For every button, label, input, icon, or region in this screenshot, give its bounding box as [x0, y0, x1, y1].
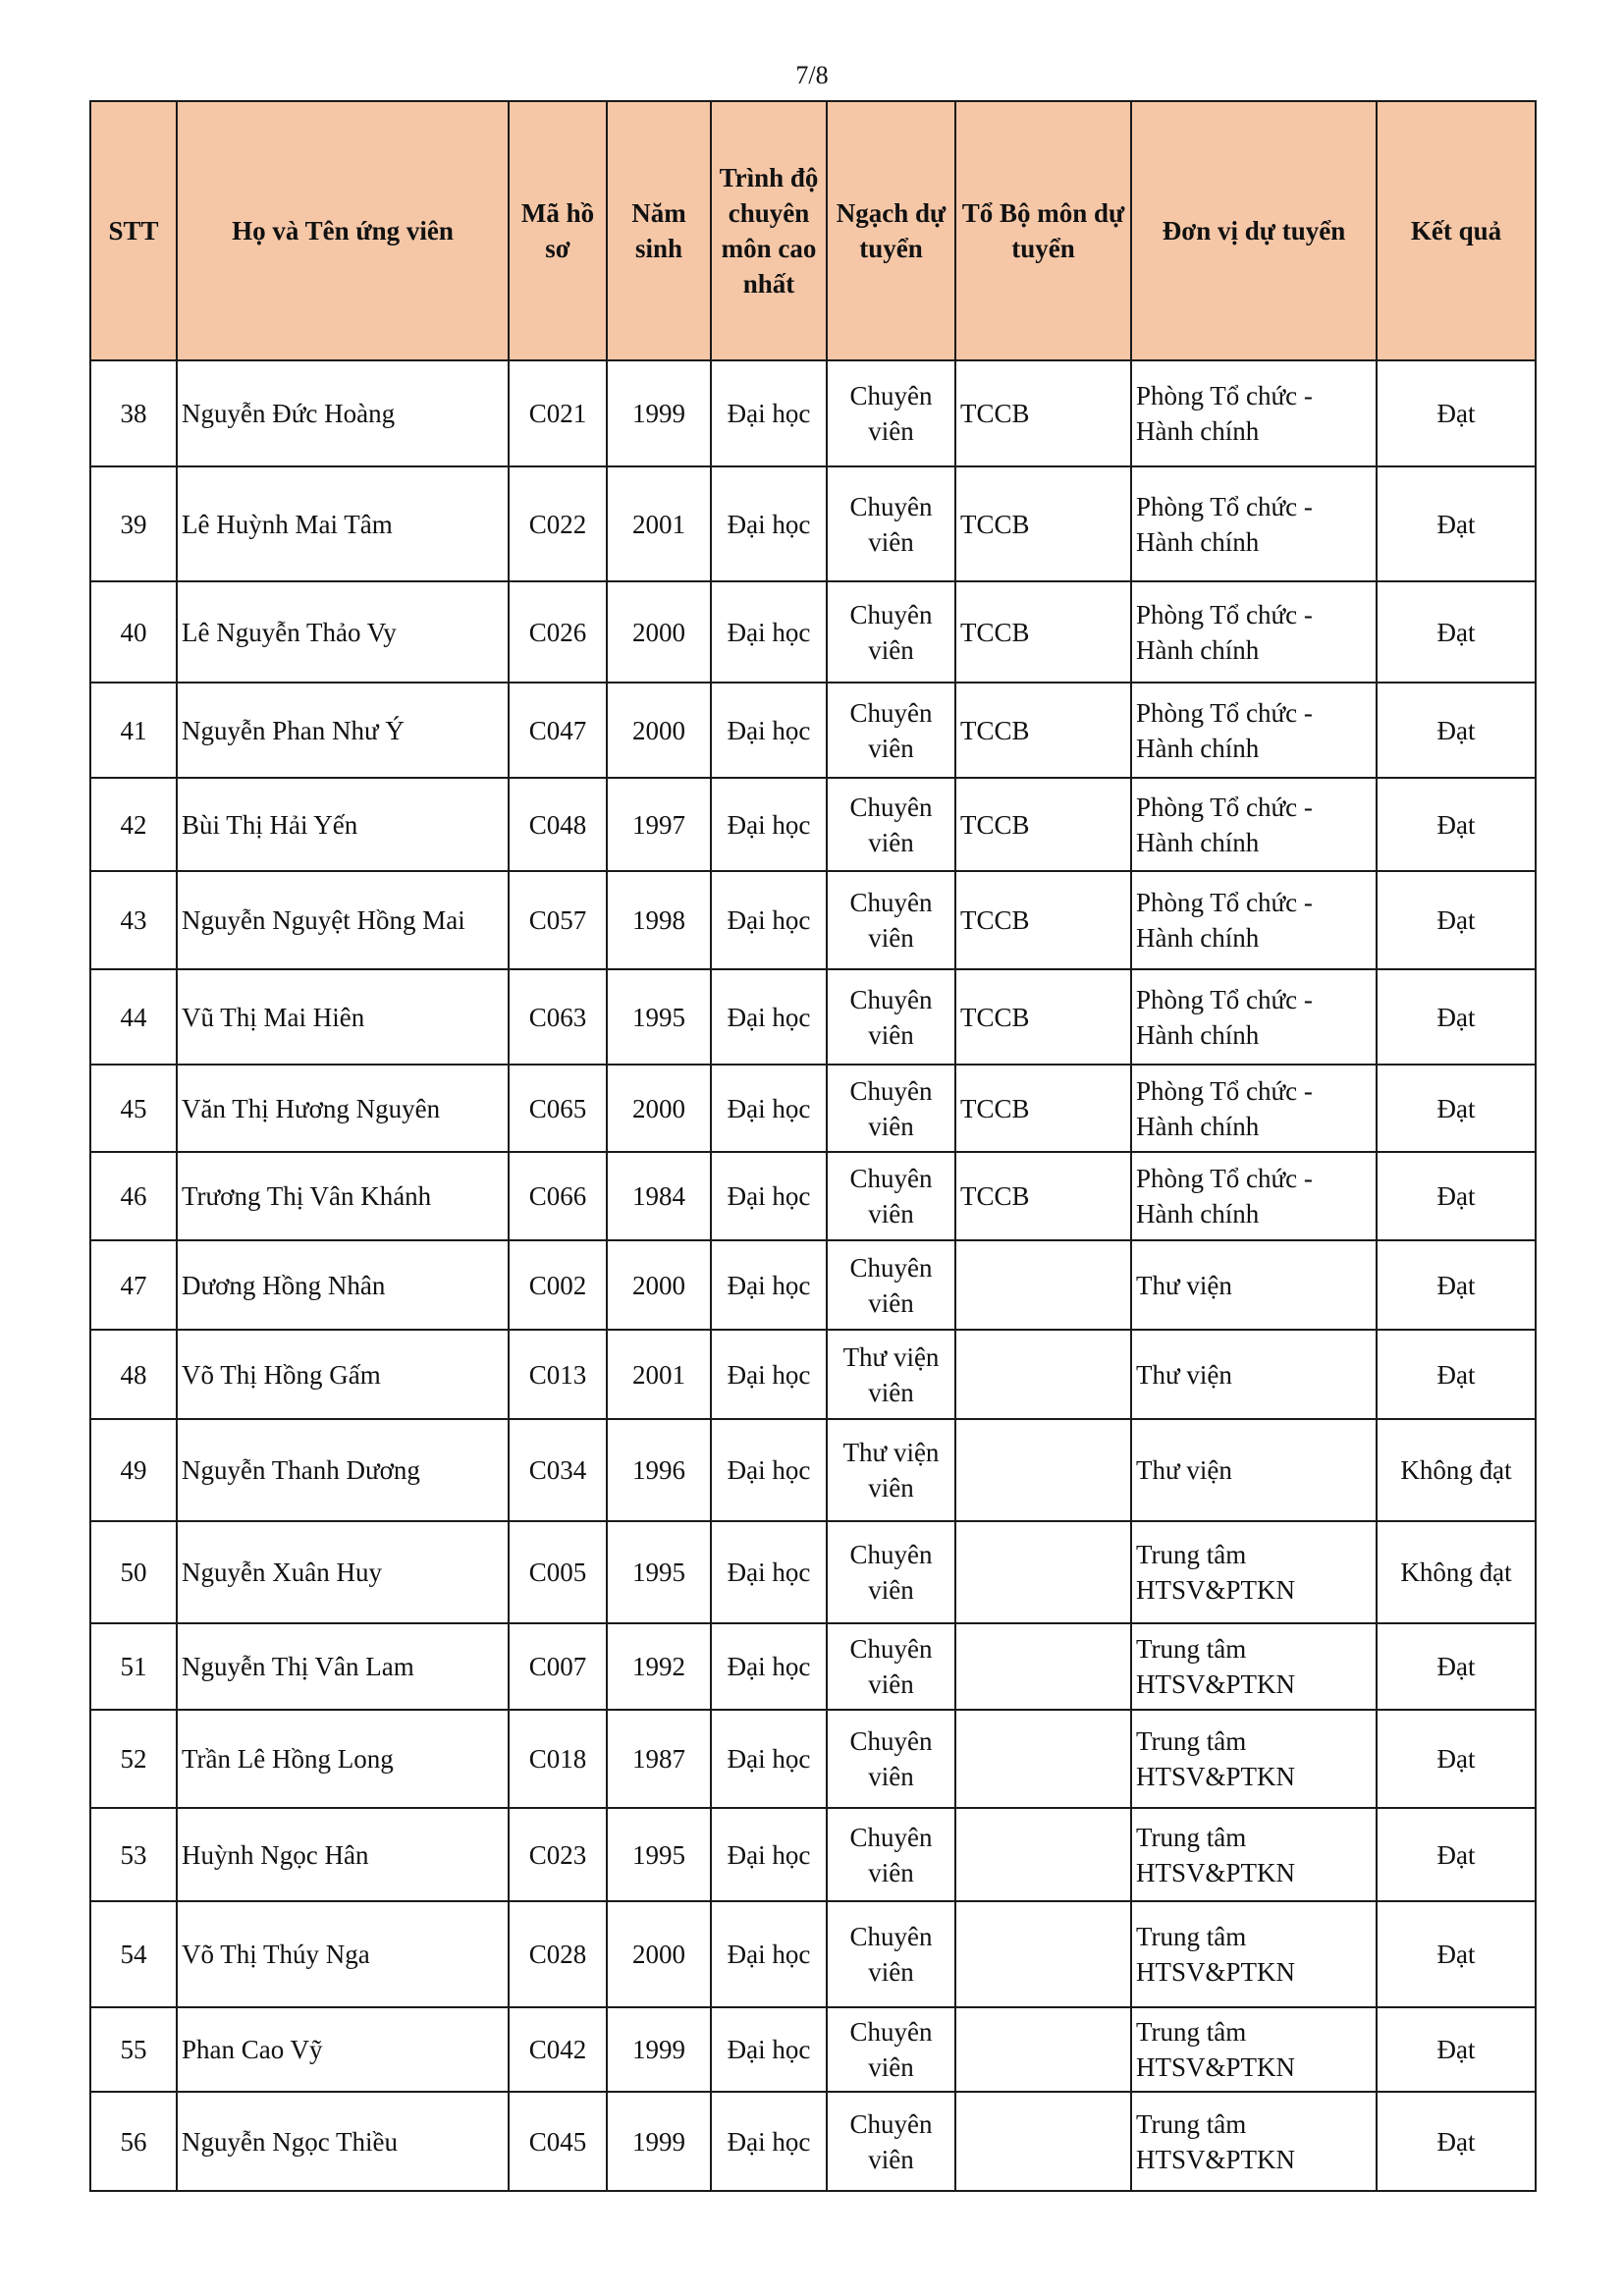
- cell-name: Bùi Thị Hải Yến: [177, 778, 509, 871]
- cell-grade-line: viên: [868, 1199, 914, 1229]
- cell-grade-line: Chuyên: [849, 1540, 933, 1569]
- cell-year: 1995: [607, 1808, 711, 1901]
- cell-result: Đạt: [1377, 683, 1536, 778]
- cell-level: Đại học: [711, 969, 827, 1065]
- cell-grade: [827, 360, 955, 466]
- cell-grade-line: viên: [868, 416, 914, 446]
- cell-dept: [955, 2007, 1131, 2092]
- cell-unit: [1131, 778, 1377, 871]
- cell-unit-line: Trung tâm: [1136, 1634, 1247, 1664]
- table-row: [90, 1330, 1536, 1419]
- cell-result: Không đạt: [1377, 1521, 1536, 1623]
- cell-unit: [1131, 871, 1377, 969]
- table-row: [90, 360, 1536, 466]
- cell-grade: [827, 1065, 955, 1152]
- cell-unit-line: Hành chính: [1136, 1199, 1260, 1229]
- cell-year: 1999: [607, 360, 711, 466]
- cell-result: Đạt: [1377, 1710, 1536, 1808]
- cell-grade: [827, 2007, 955, 2092]
- cell-code: C057: [509, 871, 607, 969]
- cell-unit-line: Phòng Tổ chức -: [1136, 599, 1313, 629]
- cell-grade-line: Chuyên: [849, 888, 933, 917]
- cell-unit-line: Phòng Tổ chức -: [1136, 792, 1313, 822]
- cell-code: C048: [509, 778, 607, 871]
- cell-level: Đại học: [711, 1419, 827, 1521]
- cell-grade-line: Chuyên: [849, 491, 933, 521]
- cell-dept: TCCB: [955, 581, 1131, 683]
- cell-unit: [1131, 1065, 1377, 1152]
- cell-level: Đại học: [711, 1808, 827, 1901]
- cell-unit: [1131, 1710, 1377, 1808]
- cell-grade-line: viên: [868, 634, 914, 665]
- cell-unit-line: Phòng Tổ chức -: [1136, 491, 1313, 521]
- cell-grade-line: Chuyên: [849, 984, 933, 1014]
- cell-unit-line: HTSV&PTKN: [1136, 1957, 1296, 1987]
- cell-dept: TCCB: [955, 683, 1131, 778]
- cell-unit-line: Hành chính: [1136, 416, 1260, 446]
- cell-unit-line: Hành chính: [1136, 1111, 1260, 1141]
- cell-grade-line: Chuyên: [849, 1634, 933, 1664]
- cell-year: 1998: [607, 871, 711, 969]
- cell-level: Đại học: [711, 1330, 827, 1419]
- cell-name: Huỳnh Ngọc Hân: [177, 1808, 509, 1901]
- cell-grade-line: viên: [868, 1111, 914, 1141]
- cell-code: C063: [509, 969, 607, 1065]
- cell-unit: [1131, 1152, 1377, 1240]
- cell-name: Phan Cao Vỹ: [177, 2007, 509, 2092]
- cell-grade-line: Chuyên: [849, 1726, 933, 1756]
- cell-code: C005: [509, 1521, 607, 1623]
- table-row: [90, 683, 1536, 778]
- cell-grade-line: Chuyên: [849, 599, 933, 629]
- cell-result: Đạt: [1377, 1065, 1536, 1152]
- cell-unit-line: Trung tâm: [1136, 1726, 1247, 1756]
- cell-stt: 41: [90, 683, 177, 778]
- cell-unit-line: Hành chính: [1136, 733, 1260, 763]
- table-row: [90, 1419, 1536, 1521]
- cell-stt: 47: [90, 1240, 177, 1330]
- cell-unit-line: Hành chính: [1136, 827, 1260, 857]
- cell-dept: [955, 1901, 1131, 2007]
- cell-code: C042: [509, 2007, 607, 2092]
- cell-grade: [827, 1710, 955, 1808]
- cell-stt: 53: [90, 1808, 177, 1901]
- table-row: [90, 581, 1536, 683]
- cell-dept: TCCB: [955, 778, 1131, 871]
- header-code: Mã hồ sơ: [509, 101, 607, 360]
- table-body: [90, 360, 1536, 2191]
- results-table: [89, 100, 1537, 2192]
- cell-grade-line: Chuyên: [849, 2017, 933, 2047]
- cell-unit: [1131, 1623, 1377, 1710]
- cell-year: 1995: [607, 1521, 711, 1623]
- cell-year: 1997: [607, 778, 711, 871]
- cell-year: 2000: [607, 1901, 711, 2007]
- cell-grade: [827, 1240, 955, 1330]
- cell-grade: [827, 2092, 955, 2191]
- cell-name: Lê Huỳnh Mai Tâm: [177, 466, 509, 581]
- cell-year: 1999: [607, 2007, 711, 2092]
- cell-unit: [1131, 581, 1377, 683]
- cell-stt: 52: [90, 1710, 177, 1808]
- cell-unit-line: Hành chính: [1136, 923, 1260, 953]
- cell-unit: [1131, 1240, 1377, 1330]
- cell-code: C023: [509, 1808, 607, 1901]
- cell-year: 1996: [607, 1419, 711, 1521]
- cell-code: C034: [509, 1419, 607, 1521]
- header-grade: Ngạch dự tuyển: [827, 101, 955, 360]
- cell-name: Võ Thị Hồng Gấm: [177, 1330, 509, 1419]
- cell-result: Đạt: [1377, 1152, 1536, 1240]
- cell-unit-line: Trung tâm: [1136, 1540, 1247, 1569]
- cell-level: Đại học: [711, 1710, 827, 1808]
- cell-code: C002: [509, 1240, 607, 1330]
- page-number: 7/8: [795, 61, 829, 89]
- cell-grade: [827, 1901, 955, 2007]
- cell-stt: 55: [90, 2007, 177, 2092]
- cell-result: Đạt: [1377, 1623, 1536, 1710]
- cell-dept: [955, 1330, 1131, 1419]
- cell-level: Đại học: [711, 1152, 827, 1240]
- cell-grade-line: viên: [868, 2052, 914, 2082]
- cell-result: Đạt: [1377, 1330, 1536, 1419]
- table-row: [90, 466, 1536, 581]
- cell-unit-line: Hành chính: [1136, 526, 1260, 557]
- cell-dept: [955, 1240, 1131, 1330]
- cell-dept: [955, 1521, 1131, 1623]
- table-row: [90, 2092, 1536, 2191]
- cell-grade: [827, 969, 955, 1065]
- cell-code: C026: [509, 581, 607, 683]
- cell-grade-line: viên: [868, 1762, 914, 1791]
- cell-unit-line: Phòng Tổ chức -: [1136, 888, 1313, 917]
- cell-grade: [827, 466, 955, 581]
- cell-code: C065: [509, 1065, 607, 1152]
- cell-grade: [827, 683, 955, 778]
- cell-result: Đạt: [1377, 871, 1536, 969]
- cell-name: Nguyễn Thị Vân Lam: [177, 1623, 509, 1710]
- cell-grade: [827, 1521, 955, 1623]
- cell-result: Đạt: [1377, 1808, 1536, 1901]
- cell-stt: 44: [90, 969, 177, 1065]
- cell-grade-line: viên: [868, 1473, 914, 1503]
- cell-unit-line: HTSV&PTKN: [1136, 1762, 1296, 1791]
- cell-name: Dương Hồng Nhân: [177, 1240, 509, 1330]
- cell-result: Đạt: [1377, 2007, 1536, 2092]
- cell-dept: TCCB: [955, 466, 1131, 581]
- cell-year: 1992: [607, 1623, 711, 1710]
- cell-unit: [1131, 1419, 1377, 1521]
- table-row: [90, 1240, 1536, 1330]
- cell-unit-line: Trung tâm: [1136, 1822, 1247, 1852]
- cell-stt: 43: [90, 871, 177, 969]
- cell-unit: [1131, 1330, 1377, 1419]
- table-row: [90, 2007, 1536, 2092]
- cell-unit: [1131, 969, 1377, 1065]
- cell-dept: TCCB: [955, 1152, 1131, 1240]
- cell-name: Nguyễn Ngọc Thiều: [177, 2092, 509, 2191]
- cell-unit: [1131, 360, 1377, 466]
- cell-grade: [827, 1623, 955, 1710]
- header-result: Kết quả: [1377, 101, 1536, 360]
- cell-level: Đại học: [711, 466, 827, 581]
- cell-unit: [1131, 1521, 1377, 1623]
- cell-stt: 40: [90, 581, 177, 683]
- header-dept: Tổ Bộ môn dự tuyển: [955, 101, 1131, 360]
- cell-unit: [1131, 466, 1377, 581]
- cell-unit: [1131, 1901, 1377, 2007]
- cell-unit-line: Hành chính: [1136, 1019, 1260, 1050]
- cell-grade-line: Thư viện: [842, 1341, 940, 1372]
- cell-level: Đại học: [711, 2092, 827, 2191]
- header-level: Trình độ chuyên môn cao nhất: [711, 101, 827, 360]
- cell-grade-line: viên: [868, 2144, 914, 2174]
- cell-code: C021: [509, 360, 607, 466]
- cell-stt: 54: [90, 1901, 177, 2007]
- cell-stt: 46: [90, 1152, 177, 1240]
- cell-year: 2000: [607, 581, 711, 683]
- cell-name: Vũ Thị Mai Hiên: [177, 969, 509, 1065]
- cell-result: Đạt: [1377, 360, 1536, 466]
- cell-stt: 42: [90, 778, 177, 871]
- cell-grade-line: viên: [868, 733, 914, 763]
- cell-code: C045: [509, 2092, 607, 2191]
- cell-unit: [1131, 2007, 1377, 2092]
- cell-dept: TCCB: [955, 871, 1131, 969]
- cell-result: Đạt: [1377, 969, 1536, 1065]
- cell-grade: [827, 1152, 955, 1240]
- cell-code: C028: [509, 1901, 607, 2007]
- cell-code: C066: [509, 1152, 607, 1240]
- cell-level: Đại học: [711, 1065, 827, 1152]
- cell-grade-line: Chuyên: [849, 1922, 933, 1951]
- cell-grade-line: Chuyên: [849, 792, 933, 822]
- cell-result: Đạt: [1377, 778, 1536, 871]
- cell-code: C007: [509, 1623, 607, 1710]
- cell-code: C013: [509, 1330, 607, 1419]
- cell-dept: TCCB: [955, 969, 1131, 1065]
- cell-name: Lê Nguyễn Thảo Vy: [177, 581, 509, 683]
- cell-grade-line: viên: [868, 1857, 914, 1887]
- cell-year: 1984: [607, 1152, 711, 1240]
- cell-name: Nguyễn Đức Hoàng: [177, 360, 509, 466]
- cell-unit-line: Trung tâm: [1136, 1922, 1247, 1951]
- cell-grade-line: Chuyên: [849, 1075, 933, 1106]
- cell-unit-line: HTSV&PTKN: [1136, 2052, 1296, 2082]
- cell-unit-line: Phòng Tổ chức -: [1136, 697, 1313, 728]
- cell-year: 2001: [607, 1330, 711, 1419]
- header-row: [90, 101, 1536, 360]
- cell-unit-line: Trung tâm: [1136, 2017, 1247, 2047]
- cell-stt: 45: [90, 1065, 177, 1152]
- cell-level: Đại học: [711, 360, 827, 466]
- cell-grade-line: viên: [868, 1019, 914, 1050]
- cell-name: Văn Thị Hương Nguyên: [177, 1065, 509, 1152]
- table-row: [90, 1521, 1536, 1623]
- cell-code: C018: [509, 1710, 607, 1808]
- cell-grade-line: Chuyên: [849, 1822, 933, 1852]
- cell-unit-line: Phòng Tổ chức -: [1136, 1075, 1313, 1106]
- cell-result: Đạt: [1377, 581, 1536, 683]
- cell-result: Không đạt: [1377, 1419, 1536, 1521]
- cell-grade-line: Chuyên: [849, 1252, 933, 1283]
- table-row: [90, 871, 1536, 969]
- cell-result: Đạt: [1377, 466, 1536, 581]
- table-row: [90, 778, 1536, 871]
- cell-grade-line: viên: [868, 827, 914, 857]
- cell-code: C022: [509, 466, 607, 581]
- cell-grade: [827, 871, 955, 969]
- cell-grade: [827, 1419, 955, 1521]
- cell-grade-line: viên: [868, 1287, 914, 1318]
- cell-grade-line: viên: [868, 526, 914, 557]
- cell-dept: [955, 1808, 1131, 1901]
- cell-level: Đại học: [711, 1623, 827, 1710]
- cell-year: 2000: [607, 1240, 711, 1330]
- cell-unit-line: Thư viện: [1136, 1270, 1232, 1300]
- cell-stt: 50: [90, 1521, 177, 1623]
- cell-grade-line: Chuyên: [849, 1164, 933, 1193]
- header-name: Họ và Tên ứng viên: [177, 101, 509, 360]
- cell-unit-line: Phòng Tổ chức -: [1136, 381, 1313, 410]
- cell-dept: [955, 1623, 1131, 1710]
- cell-dept: TCCB: [955, 1065, 1131, 1152]
- cell-grade-line: viên: [868, 1957, 914, 1987]
- table-row: [90, 1901, 1536, 2007]
- cell-grade: [827, 778, 955, 871]
- table-row: [90, 1152, 1536, 1240]
- cell-unit-line: Thư viện: [1136, 1359, 1232, 1390]
- cell-unit-line: Phòng Tổ chức -: [1136, 984, 1313, 1014]
- cell-year: 1987: [607, 1710, 711, 1808]
- cell-name: Trương Thị Vân Khánh: [177, 1152, 509, 1240]
- cell-dept: [955, 2092, 1131, 2191]
- cell-unit-line: HTSV&PTKN: [1136, 1669, 1296, 1699]
- cell-level: Đại học: [711, 871, 827, 969]
- table-row: [90, 1710, 1536, 1808]
- cell-year: 2000: [607, 1065, 711, 1152]
- cell-unit-line: Trung tâm: [1136, 2108, 1247, 2139]
- cell-stt: 48: [90, 1330, 177, 1419]
- cell-result: Đạt: [1377, 1240, 1536, 1330]
- cell-unit-line: HTSV&PTKN: [1136, 1857, 1296, 1887]
- cell-year: 1995: [607, 969, 711, 1065]
- cell-name: Nguyễn Nguyệt Hồng Mai: [177, 871, 509, 969]
- cell-unit-line: Phòng Tổ chức -: [1136, 1164, 1313, 1193]
- cell-grade-line: viên: [868, 923, 914, 953]
- header-year: Năm sinh: [607, 101, 711, 360]
- cell-level: Đại học: [711, 2007, 827, 2092]
- cell-grade-line: Chuyên: [849, 697, 933, 728]
- cell-stt: 49: [90, 1419, 177, 1521]
- cell-dept: TCCB: [955, 360, 1131, 466]
- cell-name: Nguyễn Phan Như Ý: [177, 683, 509, 778]
- cell-level: Đại học: [711, 581, 827, 683]
- cell-grade-line: Chuyên: [849, 2108, 933, 2139]
- cell-result: Đạt: [1377, 1901, 1536, 2007]
- cell-unit: [1131, 683, 1377, 778]
- cell-unit-line: Thư viện: [1136, 1455, 1232, 1485]
- table-row: [90, 969, 1536, 1065]
- cell-year: 2000: [607, 683, 711, 778]
- cell-grade-line: viên: [868, 1377, 914, 1407]
- cell-grade: [827, 1330, 955, 1419]
- cell-name: Nguyễn Xuân Huy: [177, 1521, 509, 1623]
- cell-grade: [827, 581, 955, 683]
- cell-stt: 51: [90, 1623, 177, 1710]
- cell-dept: [955, 1419, 1131, 1521]
- cell-level: Đại học: [711, 1901, 827, 2007]
- cell-grade-line: viên: [868, 1669, 914, 1699]
- cell-stt: 56: [90, 2092, 177, 2191]
- cell-level: Đại học: [711, 778, 827, 871]
- cell-year: 2001: [607, 466, 711, 581]
- cell-result: Đạt: [1377, 2092, 1536, 2191]
- header-unit: Đơn vị dự tuyển: [1131, 101, 1377, 360]
- cell-unit-line: HTSV&PTKN: [1136, 2144, 1296, 2174]
- cell-unit-line: HTSV&PTKN: [1136, 1575, 1296, 1605]
- cell-unit: [1131, 1808, 1377, 1901]
- cell-unit: [1131, 2092, 1377, 2191]
- cell-grade-line: viên: [868, 1575, 914, 1605]
- cell-level: Đại học: [711, 1521, 827, 1623]
- cell-stt: 39: [90, 466, 177, 581]
- cell-grade: [827, 1808, 955, 1901]
- cell-level: Đại học: [711, 683, 827, 778]
- cell-grade-line: Chuyên: [849, 381, 933, 410]
- cell-stt: 38: [90, 360, 177, 466]
- cell-year: 1999: [607, 2092, 711, 2191]
- table-row: [90, 1623, 1536, 1710]
- cell-name: Nguyễn Thanh Dương: [177, 1419, 509, 1521]
- table-row: [90, 1065, 1536, 1152]
- cell-dept: [955, 1710, 1131, 1808]
- table-row: [90, 1808, 1536, 1901]
- cell-name: Võ Thị Thúy Nga: [177, 1901, 509, 2007]
- cell-level: Đại học: [711, 1240, 827, 1330]
- cell-unit-line: Hành chính: [1136, 634, 1260, 665]
- cell-grade-line: Thư viện: [842, 1438, 940, 1467]
- header-stt: STT: [90, 101, 177, 360]
- cell-name: Trần Lê Hồng Long: [177, 1710, 509, 1808]
- cell-code: C047: [509, 683, 607, 778]
